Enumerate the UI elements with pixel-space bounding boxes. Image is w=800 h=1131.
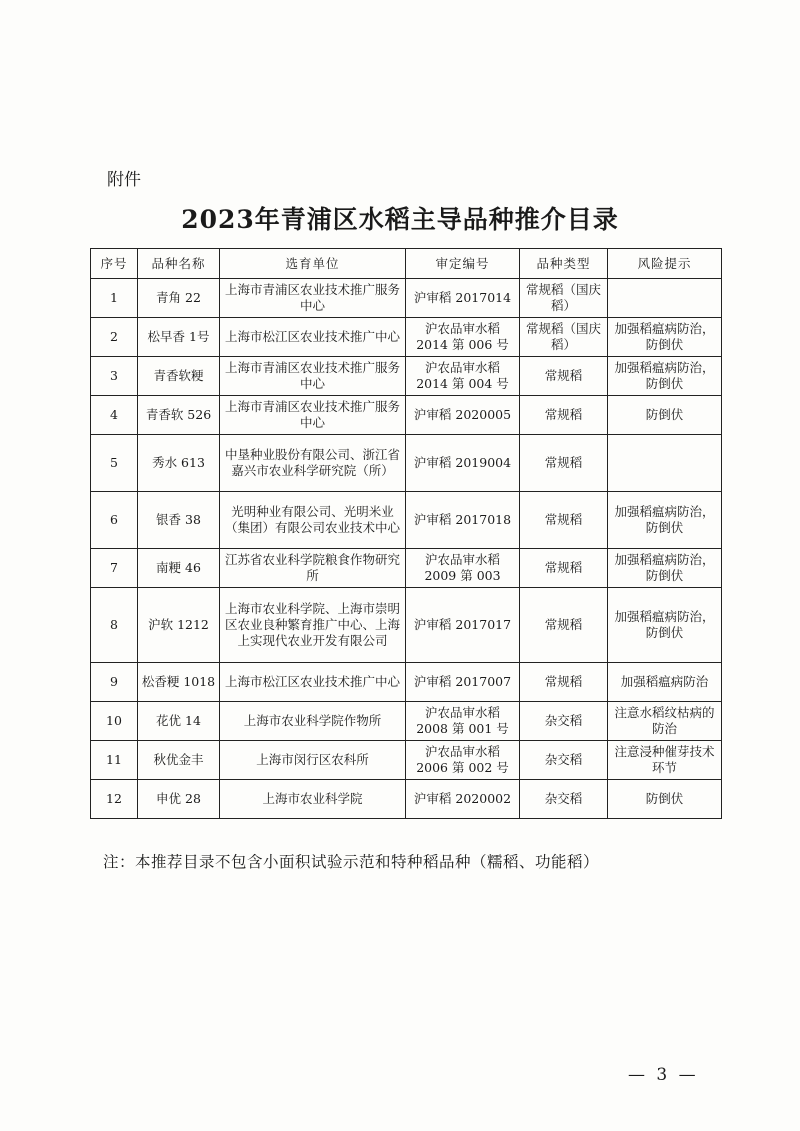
- cell-no: 4: [91, 396, 138, 435]
- cell-type: 杂交稻: [520, 741, 608, 780]
- cell-risk: 注意水稻纹枯病的防治: [608, 702, 722, 741]
- cell-unit: 上海市农业科学院、上海市崇明区农业良种繁育推广中心、上海上实现代农业开发有限公司: [220, 588, 406, 663]
- header-no: 序号: [91, 249, 138, 279]
- cell-type: 常规稻: [520, 549, 608, 588]
- table-row: [91, 318, 722, 357]
- header-name: 品种名称: [138, 249, 220, 279]
- cell-risk: [608, 279, 722, 318]
- cell-name: 南粳 46: [138, 549, 220, 588]
- cell-risk: 防倒伏: [608, 780, 722, 819]
- cell-no: 11: [91, 741, 138, 780]
- table-row: [91, 780, 722, 819]
- header-unit: 选育单位: [220, 249, 406, 279]
- cell-type: 常规稻（国庆稻）: [520, 279, 608, 318]
- cell-unit: 上海市松江区农业技术推广中心: [220, 318, 406, 357]
- cell-type: 杂交稻: [520, 780, 608, 819]
- cell-name: 青香软粳: [138, 357, 220, 396]
- table-row: [91, 702, 722, 741]
- cell-unit: 光明种业有限公司、光明米业（集团）有限公司农业技术中心: [220, 492, 406, 549]
- page-title: 2023年青浦区水稻主导品种推介目录: [181, 205, 619, 234]
- table-row: [91, 396, 722, 435]
- table-header-row: [91, 249, 722, 279]
- cell-no: 6: [91, 492, 138, 549]
- cell-risk: 加强稻瘟病防治，防倒伏: [608, 318, 722, 357]
- cell-code: 沪审稻 2017018: [406, 492, 520, 549]
- header-type: 品种类型: [520, 249, 608, 279]
- annex-label: 附件: [107, 170, 141, 190]
- cell-type: 常规稻: [520, 588, 608, 663]
- cell-name: 青角 22: [138, 279, 220, 318]
- header-code: 审定编号: [406, 249, 520, 279]
- cell-type: 常规稻: [520, 396, 608, 435]
- cell-risk: 加强稻瘟病防治，防倒伏: [608, 588, 722, 663]
- cell-name: 沪软 1212: [138, 588, 220, 663]
- cell-code: 沪农品审水稻 2006 第 002 号: [406, 741, 520, 780]
- cell-code: 沪审稻 2019004: [406, 435, 520, 492]
- table-row: [91, 741, 722, 780]
- cell-unit: 上海市青浦区农业技术推广服务中心: [220, 396, 406, 435]
- cell-name: 银香 38: [138, 492, 220, 549]
- cell-code: 沪审稻 2017017: [406, 588, 520, 663]
- cell-code: 沪农品审水稻 2009 第 003: [406, 549, 520, 588]
- cell-type: 常规稻: [520, 492, 608, 549]
- cell-unit: 上海市松江区农业技术推广中心: [220, 663, 406, 702]
- cell-no: 2: [91, 318, 138, 357]
- cell-name: 申优 28: [138, 780, 220, 819]
- table-row: [91, 435, 722, 492]
- table-row: [91, 663, 722, 702]
- cell-risk: 加强稻瘟病防治，防倒伏: [608, 357, 722, 396]
- cell-type: 常规稻: [520, 435, 608, 492]
- cell-code: 沪农品审水稻 2014 第 006 号: [406, 318, 520, 357]
- table-row: [91, 549, 722, 588]
- table-row: [91, 492, 722, 549]
- cell-no: 7: [91, 549, 138, 588]
- cell-code: 沪审稻 2020005: [406, 396, 520, 435]
- cell-type: 常规稻（国庆稻）: [520, 318, 608, 357]
- cell-risk: 防倒伏: [608, 396, 722, 435]
- cell-code: 沪农品审水稻 2008 第 001 号: [406, 702, 520, 741]
- variety-catalog-table: [90, 248, 722, 819]
- cell-risk: 加强稻瘟病防治: [608, 663, 722, 702]
- table-row: [91, 279, 722, 318]
- cell-unit: 中垦种业股份有限公司、浙江省嘉兴市农业科学研究院（所）: [220, 435, 406, 492]
- cell-unit: 江苏省农业科学院粮食作物研究所: [220, 549, 406, 588]
- cell-risk: [608, 435, 722, 492]
- cell-no: 12: [91, 780, 138, 819]
- cell-unit: 上海市闵行区农科所: [220, 741, 406, 780]
- cell-unit: 上海市农业科学院作物所: [220, 702, 406, 741]
- cell-no: 5: [91, 435, 138, 492]
- cell-name: 松早香 1号: [138, 318, 220, 357]
- table-row: [91, 588, 722, 663]
- cell-no: 3: [91, 357, 138, 396]
- footnote: 注：本推荐目录不包含小面积试验示范和特种稻品种（糯稻、功能稻）: [103, 853, 600, 871]
- cell-name: 花优 14: [138, 702, 220, 741]
- cell-code: 沪审稻 2020002: [406, 780, 520, 819]
- cell-unit: 上海市青浦区农业技术推广服务中心: [220, 279, 406, 318]
- cell-no: 1: [91, 279, 138, 318]
- cell-code: 沪审稻 2017014: [406, 279, 520, 318]
- cell-risk: 加强稻瘟病防治，防倒伏: [608, 549, 722, 588]
- cell-unit: 上海市青浦区农业技术推广服务中心: [220, 357, 406, 396]
- page-number: — 3 —: [628, 1065, 699, 1085]
- cell-name: 秀水 613: [138, 435, 220, 492]
- cell-type: 杂交稻: [520, 702, 608, 741]
- cell-no: 9: [91, 663, 138, 702]
- cell-name: 青香软 526: [138, 396, 220, 435]
- cell-code: 沪审稻 2017007: [406, 663, 520, 702]
- cell-type: 常规稻: [520, 357, 608, 396]
- table-row: [91, 357, 722, 396]
- cell-no: 10: [91, 702, 138, 741]
- header-risk: 风险提示: [608, 249, 722, 279]
- cell-code: 沪农品审水稻 2014 第 004 号: [406, 357, 520, 396]
- cell-name: 松香粳 1018: [138, 663, 220, 702]
- cell-risk: 注意浸种催芽技术环节: [608, 741, 722, 780]
- cell-type: 常规稻: [520, 663, 608, 702]
- cell-risk: 加强稻瘟病防治，防倒伏: [608, 492, 722, 549]
- cell-name: 秋优金丰: [138, 741, 220, 780]
- cell-unit: 上海市农业科学院: [220, 780, 406, 819]
- cell-no: 8: [91, 588, 138, 663]
